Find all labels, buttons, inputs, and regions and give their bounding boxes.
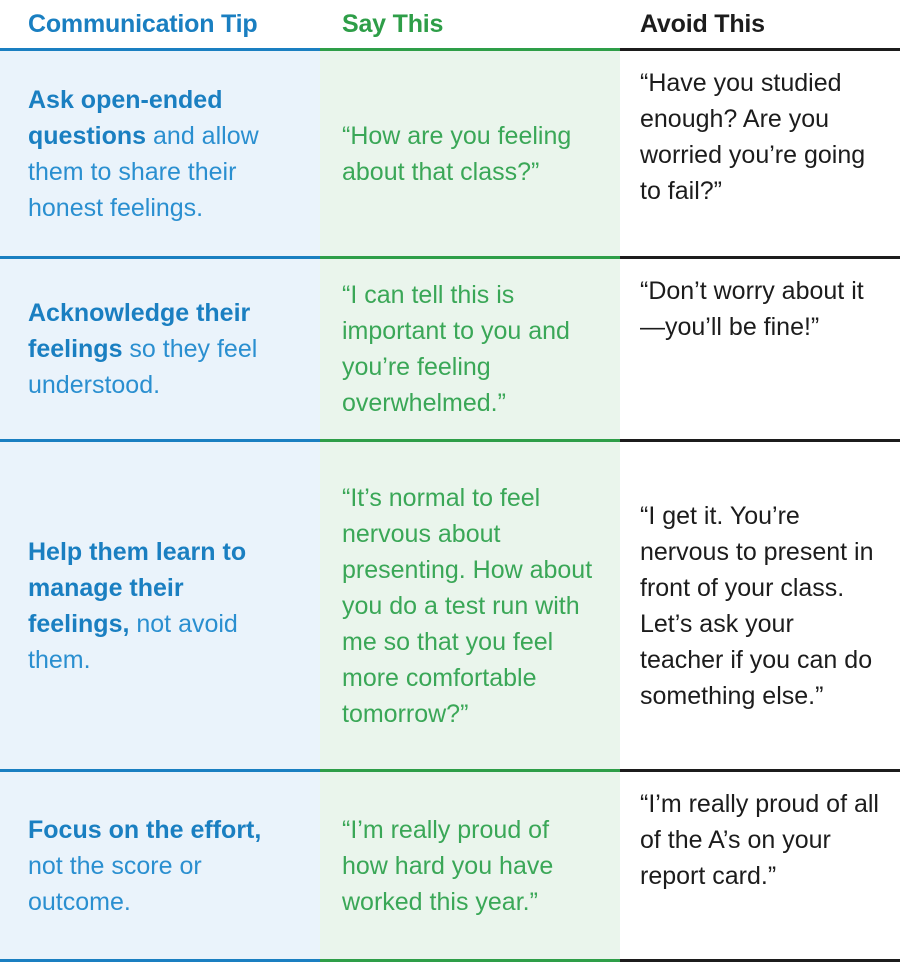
tip-remainder: so they feel understood. (28, 335, 258, 399)
say-this-cell: “I can tell this is important to you and you’re feeling overwhelmed.” (320, 259, 620, 442)
tip-emphasis: Acknowledge their feelings (28, 299, 251, 363)
tip-text (28, 534, 290, 678)
tip-emphasis: Help them learn to manage their feelings, (28, 537, 247, 638)
column-header-avoid-this: Avoid This (620, 0, 900, 51)
avoid-this-cell: “Don’t worry about it—you’ll be fine!” (620, 259, 900, 442)
avoid-this-cell: “I get it. You’re nervous to present in front of your class. Let’s ask your teacher if you can do something else.” (620, 442, 900, 772)
column-header-communication-tip: Communication Tip (0, 0, 320, 51)
tip-cell (0, 772, 320, 962)
tip-remainder: not avoid them. (28, 609, 238, 674)
table-header-row (0, 0, 900, 51)
tip-remainder: not the score or outcome. (28, 851, 202, 916)
table-row (0, 259, 900, 442)
tip-cell (0, 51, 320, 259)
tip-text (28, 295, 290, 403)
table-row (0, 442, 900, 772)
table-row (0, 772, 900, 962)
tip-emphasis: Ask open-ended questions (28, 85, 223, 150)
tip-emphasis: Focus on the effort, (28, 815, 262, 844)
table-row (0, 51, 900, 259)
avoid-this-cell: “I’m really proud of all of the A’s on your report card.” (620, 772, 900, 962)
say-this-cell: “It’s normal to feel nervous about presenting. How about you do a test run with me so that you feel more comfortable tomorrow?” (320, 442, 620, 772)
column-header-say-this: Say This (320, 0, 620, 51)
tip-text (28, 812, 290, 920)
tip-cell (0, 442, 320, 772)
say-this-cell: “How are you feeling about that class?” (320, 51, 620, 259)
tip-text (28, 82, 290, 226)
say-this-cell: “I’m really proud of how hard you have worked this year.” (320, 772, 620, 962)
avoid-this-cell: “Have you studied enough? Are you worried you’re going to fail?” (620, 51, 900, 259)
tip-remainder: and allow them to share their honest feelings. (28, 121, 259, 222)
tip-cell (0, 259, 320, 442)
